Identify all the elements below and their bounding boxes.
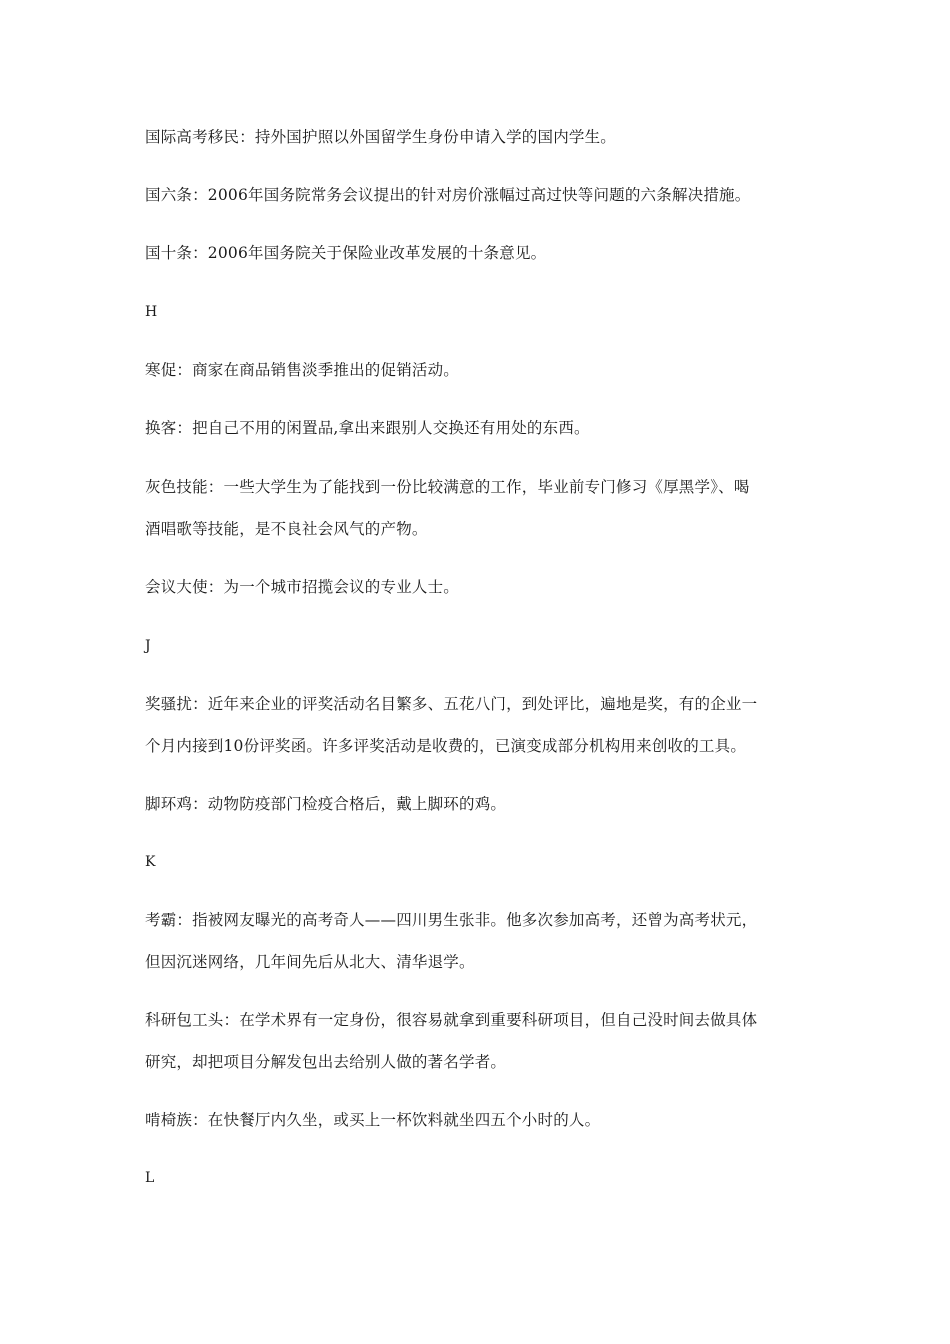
entry-huiyi-dashi: 会议大使：为一个城市招揽会议的专业人士。: [145, 578, 460, 596]
entry-hancu: 寒促：商家在商品销售淡季推出的促销活动。: [145, 361, 460, 379]
entry-jiang-saorao-cont: 个月内接到10份评奖函。许多评奖活动是收费的，已演变成部分机构用来创收的工具。: [145, 737, 747, 755]
entry-keyan-baogongtou-cont: 研究，却把项目分解发包出去给别人做的著名学者。: [145, 1053, 507, 1071]
section-letter-k: K: [145, 854, 156, 870]
entry-guoliutiao: 国六条：2006年国务院常务会议提出的针对房价涨幅过高过快等问题的六条解决措施。: [145, 186, 751, 204]
entry-huanke: 换客：把自己不用的闲置品,拿出来跟别人交换还有用处的东西。: [145, 419, 590, 437]
section-letter-j: J: [145, 638, 151, 654]
section-letter-l: L: [145, 1170, 155, 1186]
entry-jiang-saorao: 奖骚扰：近年来企业的评奖活动名目繁多、五花八门，到处评比，遍地是奖，有的企业一: [145, 695, 758, 713]
entry-huise-jineng-cont: 酒唱歌等技能，是不良社会风气的产物。: [145, 520, 428, 538]
entry-huise-jineng: 灰色技能：一些大学生为了能找到一份比较满意的工作，毕业前专门修习《厚黑学》、喝: [145, 478, 750, 496]
entry-guoshitiao: 国十条：2006年国务院关于保险业改革发展的十条意见。: [145, 244, 547, 262]
entry-kaoba: 考霸：指被网友曝光的高考奇人——四川男生张非。他多次参加高考，还曾为高考状元，: [145, 911, 758, 929]
section-letter-h: H: [145, 304, 158, 320]
entry-kaoba-cont: 但因沉迷网络，几年间先后从北大、清华退学。: [145, 953, 475, 971]
entry-keyan-baogongtou: 科研包工头：在学术界有一定身份，很容易就拿到重要科研项目，但自己没时间去做具体: [145, 1011, 758, 1029]
entry-guoji-gaokao-yimin: 国际高考移民：持外国护照以外国留学生身份申请入学的国内学生。: [145, 128, 617, 146]
entry-kenyizu: 啃椅族：在快餐厅内久坐，或买上一杯饮料就坐四五个小时的人。: [145, 1111, 601, 1129]
entry-jiaohuanji: 脚环鸡：动物防疫部门检疫合格后，戴上脚环的鸡。: [145, 795, 507, 813]
